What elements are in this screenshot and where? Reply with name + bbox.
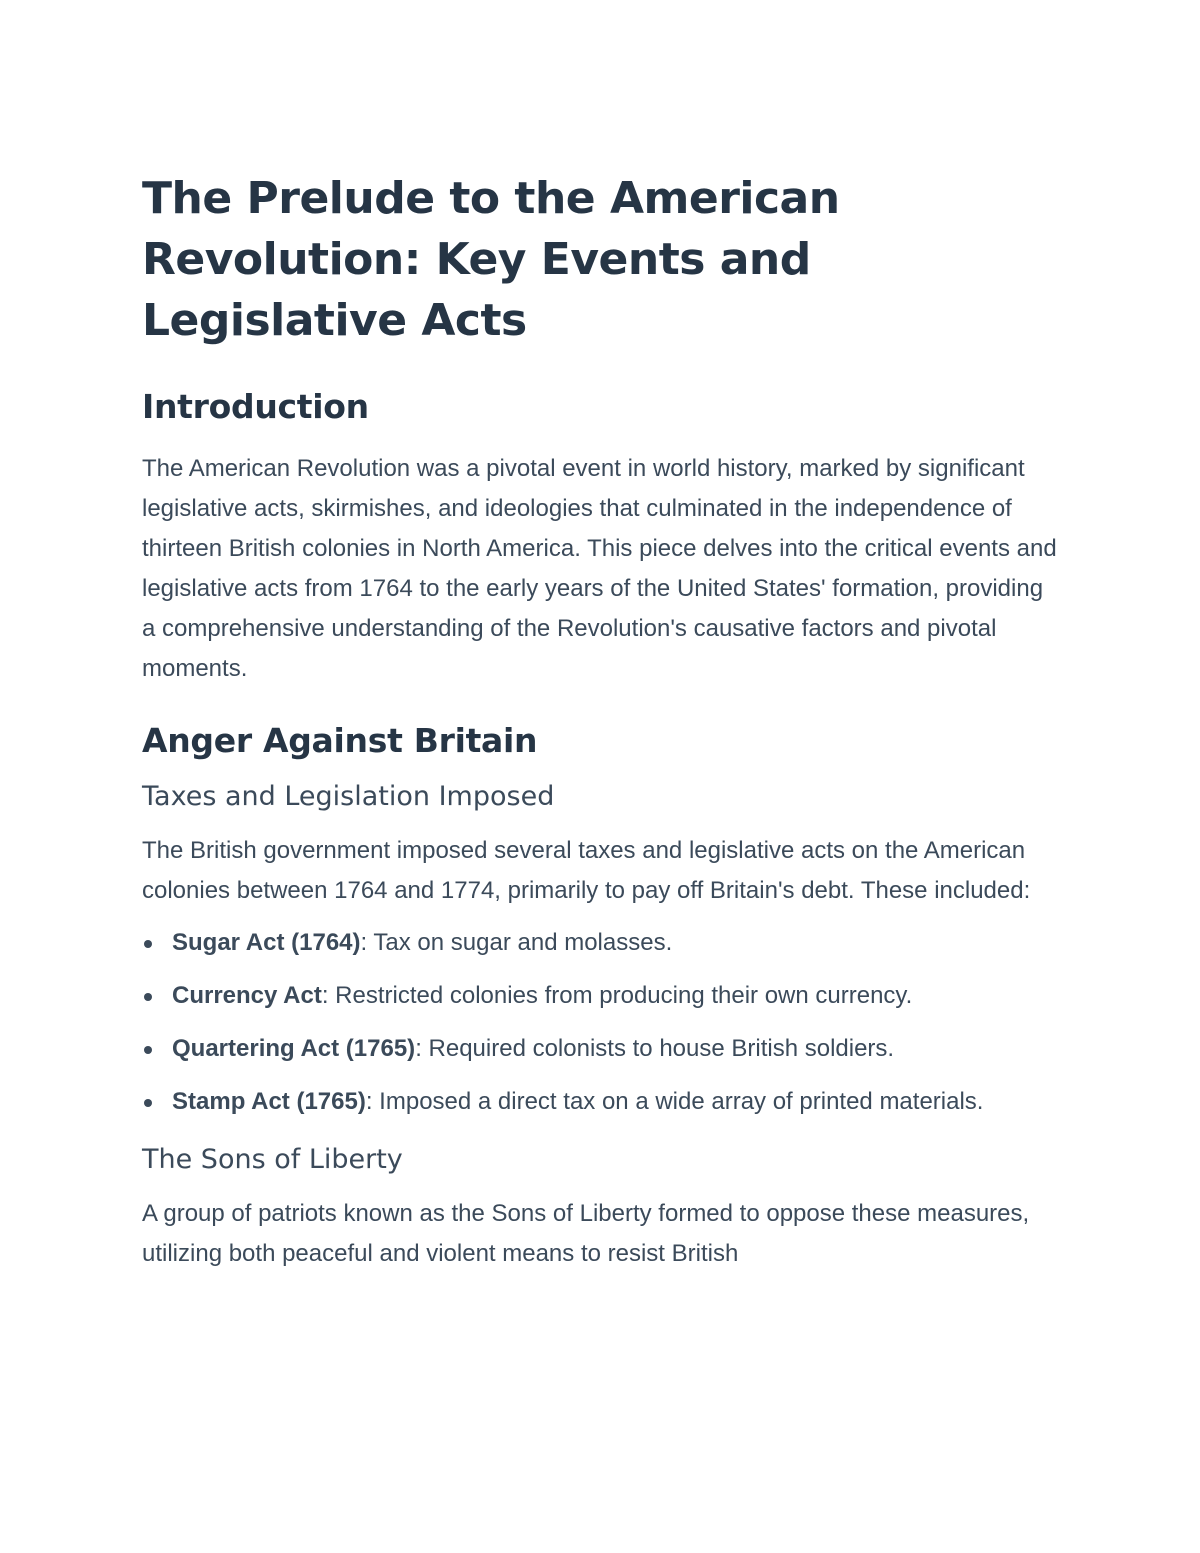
taxes-paragraph: The British government imposed several taxes and legislative acts on the American colonies between 1764 and 1774, primarily to pay off Britain's debt. These included: [142, 837, 1031, 904]
intro-paragraph: The American Revolution was a pivotal event in world history, marked by significant legislative acts, skirmishes, and ideologies that culminated in the independence of thirteen British colonies in North America. This piece delves into the critical events and legislative acts from 1764 to the early years of the United States' formation, providing a comprehensive understanding of the Revolution's causative factors and pivotal moments. [142, 455, 1057, 682]
list-item [142, 976, 1057, 1016]
list-item-term: Quartering Act (1765) [172, 1035, 416, 1062]
subheading-sons-of-liberty: The Sons of Liberty [142, 1144, 403, 1175]
bullet-icon [144, 1046, 152, 1054]
list-item [142, 1082, 1057, 1122]
section-heading-introduction: Introduction [142, 387, 369, 426]
list-item-desc: : Restricted colonies from producing their own currency. [321, 982, 913, 1009]
subheading-taxes: Taxes and Legislation Imposed [142, 781, 555, 812]
bullet-icon [144, 1099, 152, 1107]
list-item-desc: : Imposed a direct tax on a wide array of printed materials. [365, 1088, 984, 1115]
section-heading-anger: Anger Against Britain [142, 721, 538, 760]
bullet-icon [144, 993, 152, 1001]
acts-list [142, 923, 1057, 1122]
list-item-term: Currency Act [172, 982, 322, 1009]
list-item-desc: : Tax on sugar and molasses. [360, 929, 673, 956]
list-item-desc: : Required colonists to house British soldiers. [415, 1035, 895, 1062]
document-page [142, 168, 1057, 1274]
list-item-term: Stamp Act (1765) [172, 1088, 366, 1115]
sons-paragraph: A group of patriots known as the Sons of Liberty formed to oppose these measures, utilizing both peaceful and violent means to resist British [142, 1200, 1030, 1267]
document-title: The Prelude to the American Revolution: Key Events and Legislative Acts [142, 173, 840, 346]
list-item [142, 923, 1057, 963]
list-item [142, 1029, 1057, 1069]
list-item-term: Sugar Act (1764) [172, 929, 361, 956]
bullet-icon [144, 940, 152, 948]
